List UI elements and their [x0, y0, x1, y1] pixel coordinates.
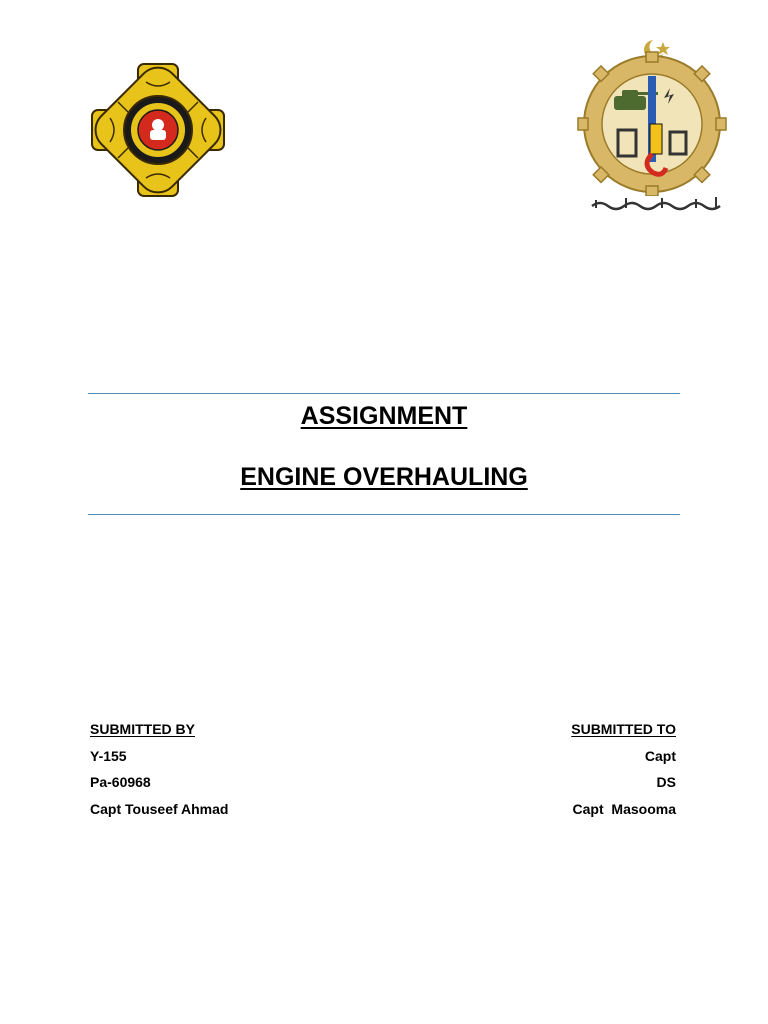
submitted-by-line: Pa-60968: [90, 774, 151, 790]
left-crest-logo: [90, 62, 226, 198]
submitted-to-line: Capt: [644, 747, 676, 764]
submitted-to-line: DS: [656, 774, 676, 790]
submitted-to-block: [571, 716, 676, 822]
right-department-emblem: [566, 36, 736, 216]
assignment-title: ASSIGNMENT: [300, 402, 468, 430]
submitted-by-heading: SUBMITTED BY: [90, 721, 195, 737]
submitted-by-line: Y-155: [90, 747, 127, 764]
assignment-subject: ENGINE OVERHAULING: [240, 463, 528, 491]
top-divider: [88, 393, 680, 394]
submitted-to-line: Capt Masooma: [572, 800, 676, 817]
submitted-by-line: Capt Touseef Ahmad: [90, 800, 229, 817]
bottom-divider: [88, 514, 680, 515]
submitted-to-heading: SUBMITTED TO: [571, 721, 676, 737]
arabic-motto: [588, 196, 728, 212]
submitted-by-block: [90, 716, 228, 822]
